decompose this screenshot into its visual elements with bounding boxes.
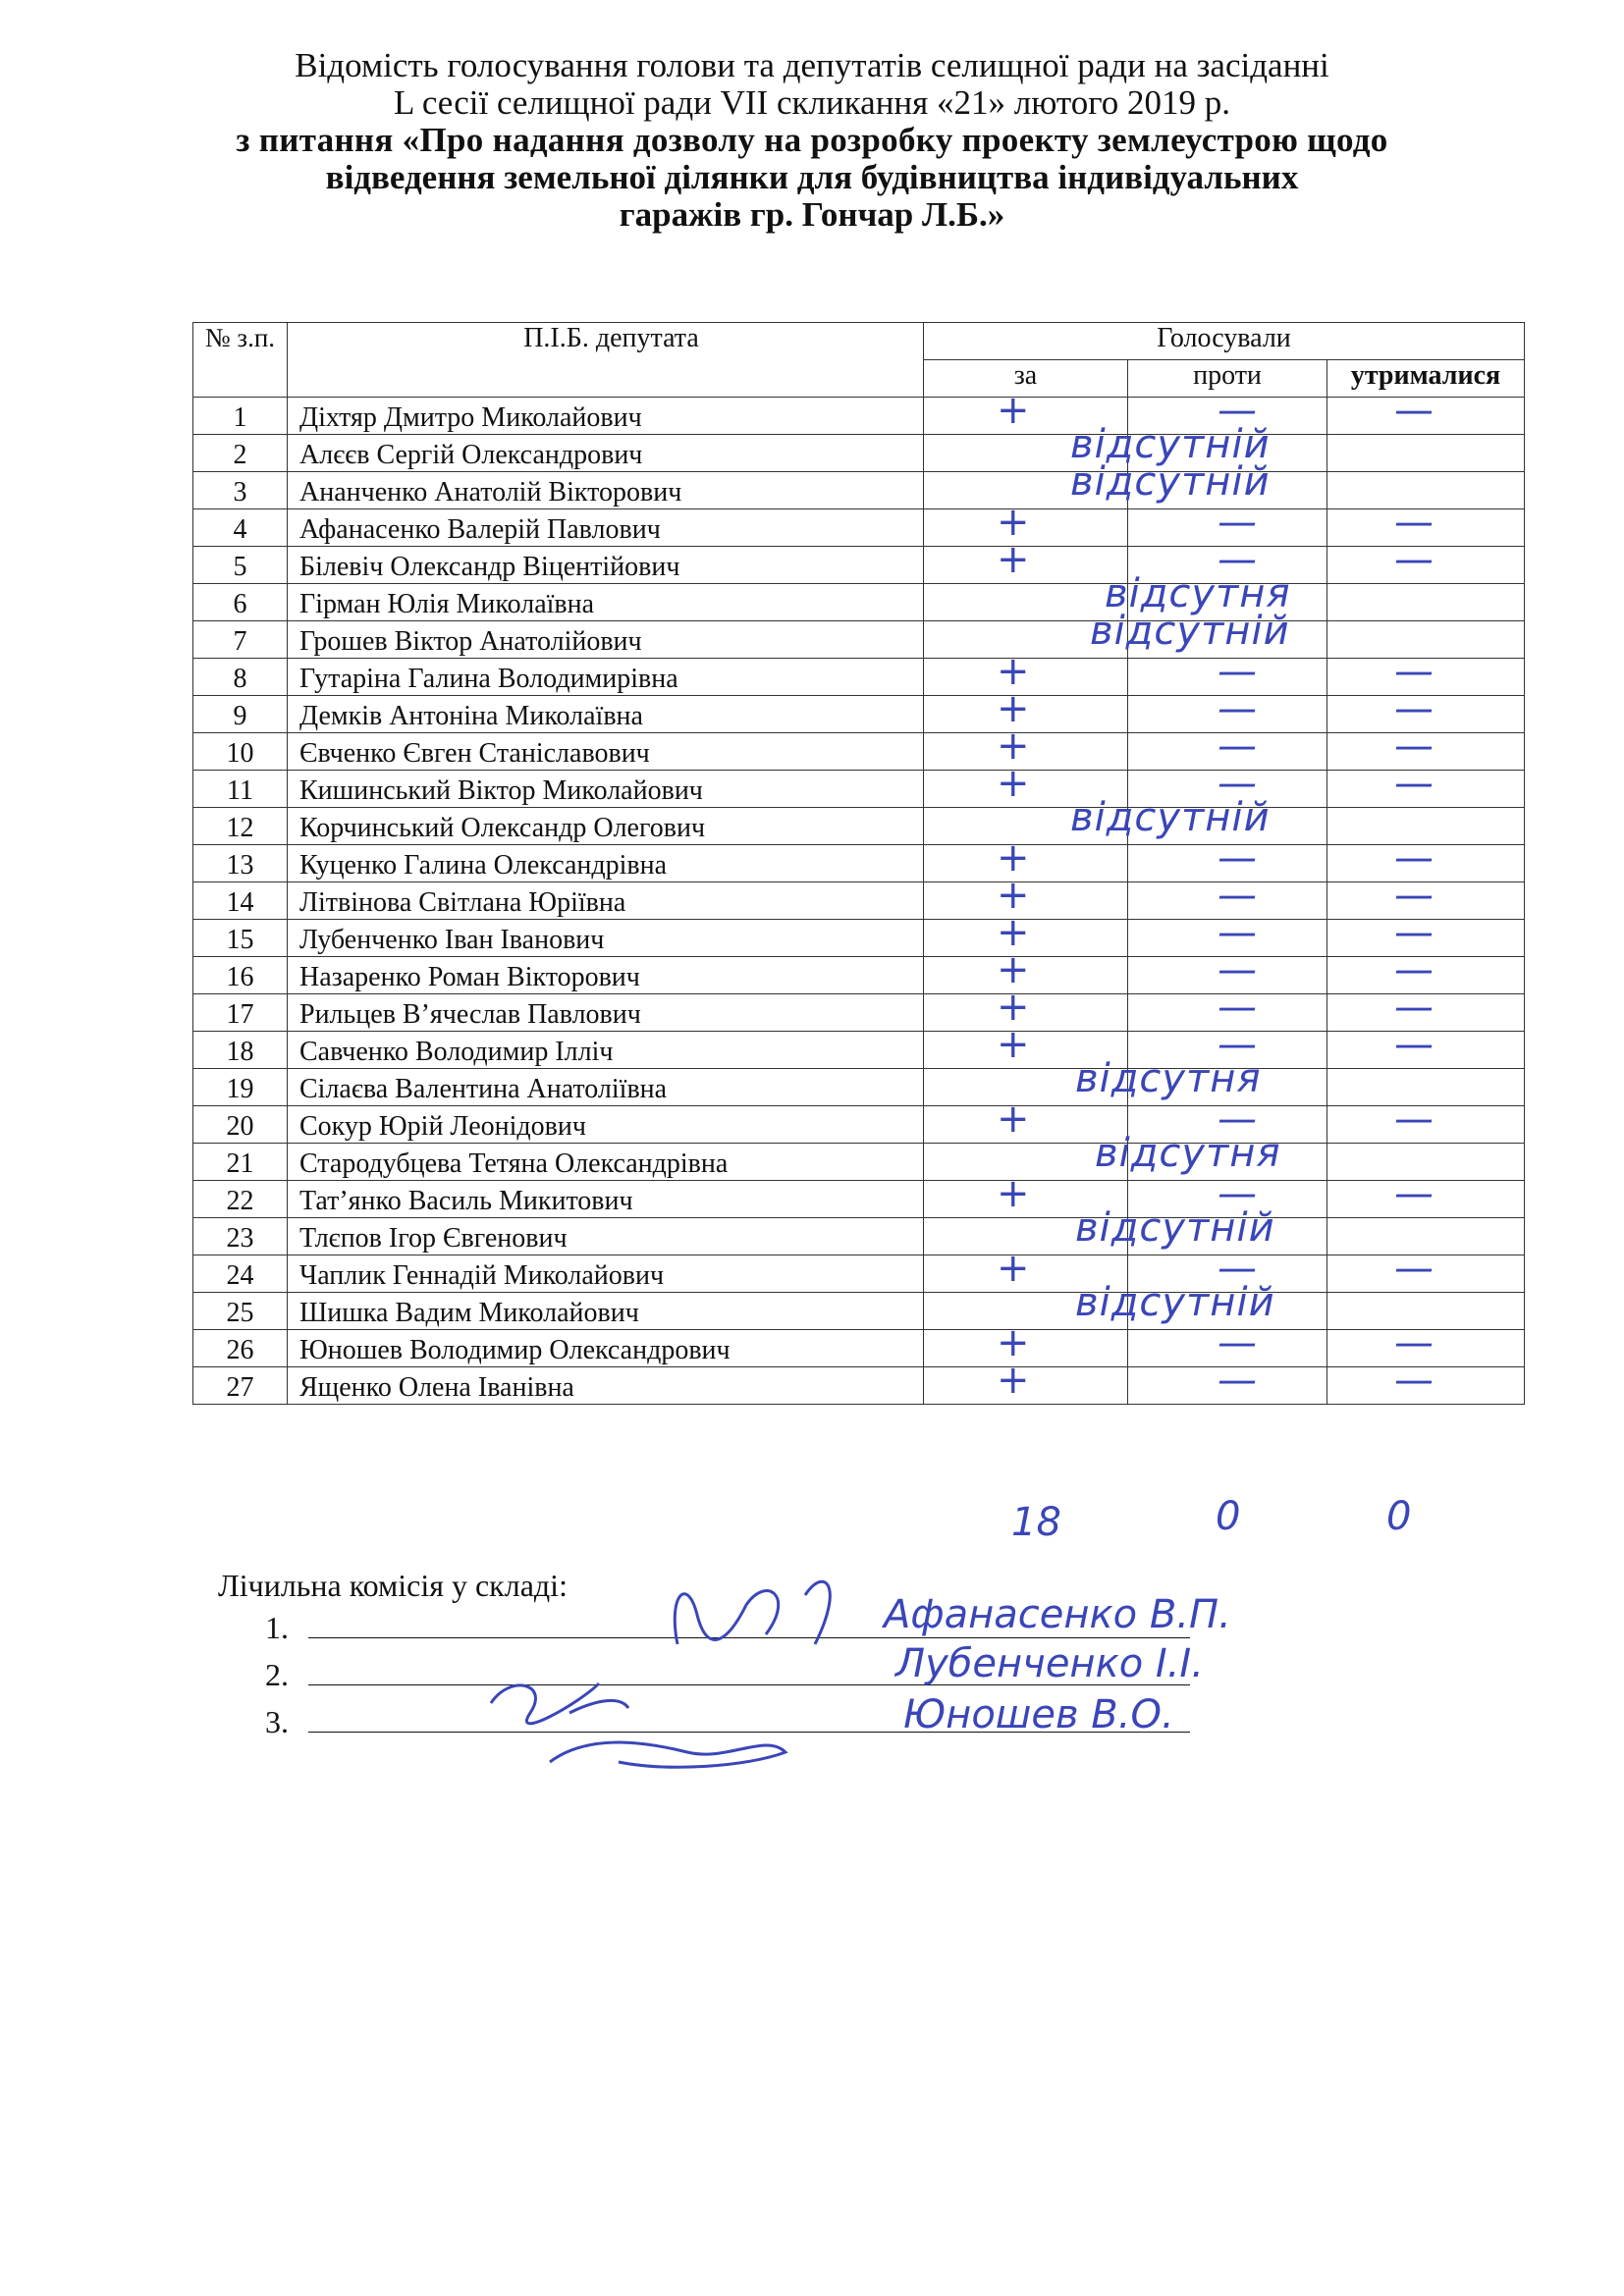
vote-for-mark: + [997,1096,1030,1142]
vote-abstain-mark: — [1394,910,1434,955]
vote-for-mark: + [997,388,1030,433]
row-number: 4 [193,509,288,547]
vote-against-cell [1128,1218,1327,1255]
vote-against-mark: — [1218,388,1257,433]
vote-table-body [193,398,1525,1405]
table-row [193,472,1525,509]
row-number: 19 [193,1069,288,1106]
vote-abstain-mark: — [1394,500,1434,545]
vote-against-cell [1128,845,1327,882]
table-row [193,1106,1525,1144]
vote-for-cell [924,547,1128,584]
deputy-name: Демків Антоніна Миколаївна [288,696,924,733]
vote-abstain-cell [1327,696,1525,733]
vote-for-cell [924,771,1128,808]
deputy-name: Сілаєва Валентина Анатоліївна [288,1069,924,1106]
deputy-name: Рильцев В’ячеслав Павлович [288,994,924,1032]
table-row [193,621,1525,659]
deputy-name: Алєєв Сергій Олександрович [288,435,924,472]
absent-mark: відсутня [1095,1131,1281,1176]
row-number: 24 [193,1255,288,1293]
deputy-name: Ананченко Анатолій Вікторович [288,472,924,509]
vote-for-cell [924,696,1128,733]
deputy-name: Грошев Віктор Анатолійович [288,621,924,659]
vote-abstain-cell [1327,920,1525,957]
row-number: 15 [193,920,288,957]
header-voted: Голосували [924,323,1525,360]
vote-against-mark: — [1218,985,1257,1030]
vote-abstain-mark: — [1394,649,1434,694]
vote-for-mark: + [997,1246,1030,1291]
vote-for-cell [924,845,1128,882]
table-row [193,547,1525,584]
deputy-name: Білевіч Олександр Віцентійович [288,547,924,584]
vote-against-mark: — [1218,1358,1257,1403]
vote-for-mark: + [997,1320,1030,1365]
header-against: проти [1128,360,1327,398]
vote-against-cell [1128,509,1327,547]
signature-3 [550,1742,785,1767]
row-number: 20 [193,1106,288,1144]
table-row [193,1330,1525,1367]
vote-for-cell [924,509,1128,547]
absent-mark: відсутній [1075,1280,1275,1325]
vote-for-mark: + [997,873,1030,918]
vote-against-cell [1128,1330,1327,1367]
vote-for-mark: + [997,1358,1030,1403]
vote-for-cell [924,584,1128,621]
row-number: 18 [193,1032,288,1069]
vote-against-cell [1128,696,1327,733]
vote-abstain-cell [1327,994,1525,1032]
vote-for-mark: + [997,537,1030,582]
vote-for-mark: + [997,985,1030,1030]
deputy-name: Лубенченко Іван Іванович [288,920,924,957]
vote-against-cell [1128,957,1327,994]
vote-for-mark: + [997,649,1030,694]
vote-abstain-cell [1327,398,1525,435]
vote-abstain-cell [1327,547,1525,584]
vote-against-mark: — [1218,1246,1257,1291]
vote-for-cell [924,1181,1128,1218]
deputy-name: Гутаріна Галина Володимирівна [288,659,924,696]
vote-for-cell [924,882,1128,920]
vote-abstain-cell [1327,659,1525,696]
member-number: 2. [265,1657,289,1692]
vote-abstain-cell [1327,1367,1525,1405]
vote-against-mark: — [1218,1022,1257,1067]
vote-abstain-mark: — [1394,1246,1434,1291]
total-abstain: 0 [1386,1494,1412,1539]
row-number: 2 [193,435,288,472]
vote-against-mark: — [1218,649,1257,694]
table-row [193,771,1525,808]
total-against: 0 [1216,1494,1241,1539]
vote-against-mark: — [1218,500,1257,545]
vote-abstain-cell [1327,1293,1525,1330]
vote-table [192,322,1525,1405]
deputy-name: Савченко Володимир Ілліч [288,1032,924,1069]
vote-for-mark: + [997,910,1030,955]
vote-for-cell [924,1144,1128,1181]
title-line-5: гаражів гр. Гончар Л.Б.» [619,195,1005,234]
vote-abstain-cell [1327,509,1525,547]
vote-against-mark: — [1218,686,1257,731]
commission-label: Лічильна комісія у складі: [218,1568,568,1603]
vote-abstain-mark: — [1394,723,1434,769]
vote-abstain-mark: — [1394,1171,1434,1216]
vote-against-cell [1128,882,1327,920]
vote-abstain-cell [1327,1106,1525,1144]
vote-for-cell [924,994,1128,1032]
vote-against-cell [1128,1181,1327,1218]
vote-against-mark: — [1218,947,1257,992]
vote-against-cell [1128,621,1327,659]
absent-mark: відсутній [1090,609,1290,654]
title-line-4: відведення земельної ділянки для будівництва індивідуальних [325,158,1299,196]
member-number: 3. [265,1704,289,1739]
vote-against-cell [1128,920,1327,957]
vote-against-mark: — [1218,1171,1257,1216]
vote-against-mark: — [1218,910,1257,955]
table-row [193,808,1525,845]
title-line-1: Відомість голосування голови та депутатів селищної ради на засіданні [295,46,1329,84]
vote-for-cell [924,920,1128,957]
vote-for-cell [924,1255,1128,1293]
deputy-name: Тлєпов Ігор Євгенович [288,1218,924,1255]
table-row [193,1293,1525,1330]
deputy-name: Назаренко Роман Вікторович [288,957,924,994]
vote-against-mark: — [1218,1096,1257,1142]
vote-abstain-mark: — [1394,835,1434,881]
vote-abstain-mark: — [1394,947,1434,992]
deputy-name: Ященко Олена Іванівна [288,1367,924,1405]
member-name-handwritten: Афанасенко В.П. [884,1592,1231,1637]
vote-abstain-mark: — [1394,686,1434,731]
vote-abstain-mark: — [1394,388,1434,433]
vote-against-cell [1128,398,1327,435]
deputy-name: Юношев Володимир Олександрович [288,1330,924,1367]
vote-abstain-cell [1327,435,1525,472]
vote-for-cell [924,1106,1128,1144]
row-number: 7 [193,621,288,659]
vote-for-cell [924,398,1128,435]
header-number: № з.п. [193,323,288,398]
absent-mark: відсутній [1070,422,1271,467]
vote-abstain-cell [1327,1181,1525,1218]
vote-for-cell [924,808,1128,845]
row-number: 25 [193,1293,288,1330]
vote-abstain-mark: — [1394,1022,1434,1067]
document-title [0,47,1624,234]
absent-mark: відсутній [1070,795,1271,840]
vote-for-cell [924,957,1128,994]
vote-abstain-cell [1327,957,1525,994]
title-line-3: з питання «Про надання дозволу на розробку проекту землеустрою щодо [236,121,1388,159]
table-row [193,1144,1525,1181]
vote-against-cell [1128,547,1327,584]
vote-against-cell [1128,659,1327,696]
vote-for-cell [924,1218,1128,1255]
vote-against-mark: — [1218,873,1257,918]
vote-against-cell [1128,1255,1327,1293]
vote-abstain-cell [1327,882,1525,920]
deputy-name: Куценко Галина Олександрівна [288,845,924,882]
vote-for-mark: + [997,1171,1030,1216]
vote-against-mark: — [1218,1320,1257,1365]
header-abstain: утрималися [1327,360,1525,398]
vote-abstain-cell [1327,1218,1525,1255]
row-number: 22 [193,1181,288,1218]
deputy-name: Стародубцева Тетяна Олександрівна [288,1144,924,1181]
row-number: 10 [193,733,288,771]
absent-mark: відсутня [1075,1056,1262,1101]
vote-for-mark: + [997,761,1030,806]
absent-mark: відсутня [1105,571,1291,616]
vote-for-cell [924,659,1128,696]
vote-abstain-cell [1327,621,1525,659]
table-row [193,1367,1525,1405]
table-row [193,1218,1525,1255]
row-number: 6 [193,584,288,621]
row-number: 21 [193,1144,288,1181]
vote-against-cell [1128,771,1327,808]
vote-for-mark: + [997,835,1030,881]
deputy-name: Корчинський Олександр Олегович [288,808,924,845]
row-number: 9 [193,696,288,733]
vote-abstain-mark: — [1394,1320,1434,1365]
vote-against-cell [1128,472,1327,509]
table-row [193,435,1525,472]
vote-abstain-cell [1327,1255,1525,1293]
vote-abstain-cell [1327,1144,1525,1181]
vote-for-cell [924,733,1128,771]
vote-against-cell [1128,808,1327,845]
vote-abstain-cell [1327,1032,1525,1069]
vote-for-cell [924,1330,1128,1367]
table-row [193,957,1525,994]
vote-against-cell [1128,1106,1327,1144]
vote-for-cell [924,621,1128,659]
vote-against-cell [1128,435,1327,472]
total-for: 18 [1011,1500,1061,1545]
row-number: 5 [193,547,288,584]
vote-for-cell [924,1367,1128,1405]
table-row [193,1255,1525,1293]
vote-abstain-mark: — [1394,761,1434,806]
vote-for-mark: + [997,1022,1030,1067]
row-number: 26 [193,1330,288,1367]
row-number: 23 [193,1218,288,1255]
table-row [193,696,1525,733]
row-number: 14 [193,882,288,920]
absent-mark: відсутній [1070,459,1271,505]
table-row [193,659,1525,696]
member-number: 1. [265,1610,289,1645]
vote-abstain-cell [1327,584,1525,621]
signature-1 [675,1581,830,1644]
deputy-name: Тат’янко Василь Микитович [288,1181,924,1218]
deputy-name: Євченко Євген Станіславович [288,733,924,771]
vote-against-cell [1128,1367,1327,1405]
vote-abstain-cell [1327,1330,1525,1367]
deputy-name: Сокур Юрій Леонідович [288,1106,924,1144]
vote-against-cell [1128,1144,1327,1181]
vote-for-mark: + [997,500,1030,545]
table-row [193,1069,1525,1106]
deputy-name: Літвінова Світлана Юріївна [288,882,924,920]
deputy-name: Кишинський Віктор Миколайович [288,771,924,808]
row-number: 16 [193,957,288,994]
row-number: 3 [193,472,288,509]
vote-for-mark: + [997,723,1030,769]
signature-2 [491,1683,628,1724]
vote-for-cell [924,1069,1128,1106]
signature-scribbles [471,1556,982,1791]
title-line-2: L сесії селищної ради VII скликання «21» лютого 2019 р. [394,83,1230,122]
deputy-name: Гірман Юлія Миколаївна [288,584,924,621]
vote-against-mark: — [1218,537,1257,582]
header-for: за [924,360,1128,398]
vote-against-cell [1128,733,1327,771]
deputy-name: Чаплик Геннадій Миколайович [288,1255,924,1293]
vote-against-cell [1128,1293,1327,1330]
vote-against-cell [1128,994,1327,1032]
vote-abstain-cell [1327,771,1525,808]
vote-abstain-cell [1327,808,1525,845]
vote-for-cell [924,435,1128,472]
vote-against-mark: — [1218,723,1257,769]
vote-against-cell [1128,584,1327,621]
vote-abstain-mark: — [1394,985,1434,1030]
header-name: П.І.Б. депутата [288,323,924,398]
table-row [193,994,1525,1032]
member-name-handwritten: Лубенченко І.І. [895,1641,1204,1686]
vote-abstain-mark: — [1394,1358,1434,1403]
vote-abstain-cell [1327,472,1525,509]
vote-abstain-cell [1327,845,1525,882]
vote-for-mark: + [997,947,1030,992]
row-number: 11 [193,771,288,808]
vote-for-cell [924,1032,1128,1069]
vote-against-mark: — [1218,761,1257,806]
vote-against-mark: — [1218,835,1257,881]
table-row [193,920,1525,957]
row-number: 17 [193,994,288,1032]
table-row [193,1032,1525,1069]
vote-for-mark: + [997,686,1030,731]
vote-abstain-mark: — [1394,1096,1434,1142]
deputy-name: Шишка Вадим Миколайович [288,1293,924,1330]
vote-against-cell [1128,1032,1327,1069]
vote-for-cell [924,1293,1128,1330]
table-row [193,845,1525,882]
row-number: 27 [193,1367,288,1405]
row-number: 13 [193,845,288,882]
vote-abstain-mark: — [1394,873,1434,918]
table-row [193,398,1525,435]
member-name-handwritten: Юношев В.О. [903,1692,1174,1737]
vote-abstain-cell [1327,733,1525,771]
row-number: 1 [193,398,288,435]
vote-abstain-mark: — [1394,537,1434,582]
row-number: 12 [193,808,288,845]
absent-mark: відсутній [1075,1205,1275,1251]
table-row [193,1181,1525,1218]
deputy-name: Діхтяр Дмитро Миколайович [288,398,924,435]
table-row [193,882,1525,920]
table-row [193,733,1525,771]
vote-abstain-cell [1327,1069,1525,1106]
vote-for-cell [924,472,1128,509]
row-number: 8 [193,659,288,696]
deputy-name: Афанасенко Валерій Павлович [288,509,924,547]
vote-against-cell [1128,1069,1327,1106]
table-row [193,509,1525,547]
table-row [193,584,1525,621]
